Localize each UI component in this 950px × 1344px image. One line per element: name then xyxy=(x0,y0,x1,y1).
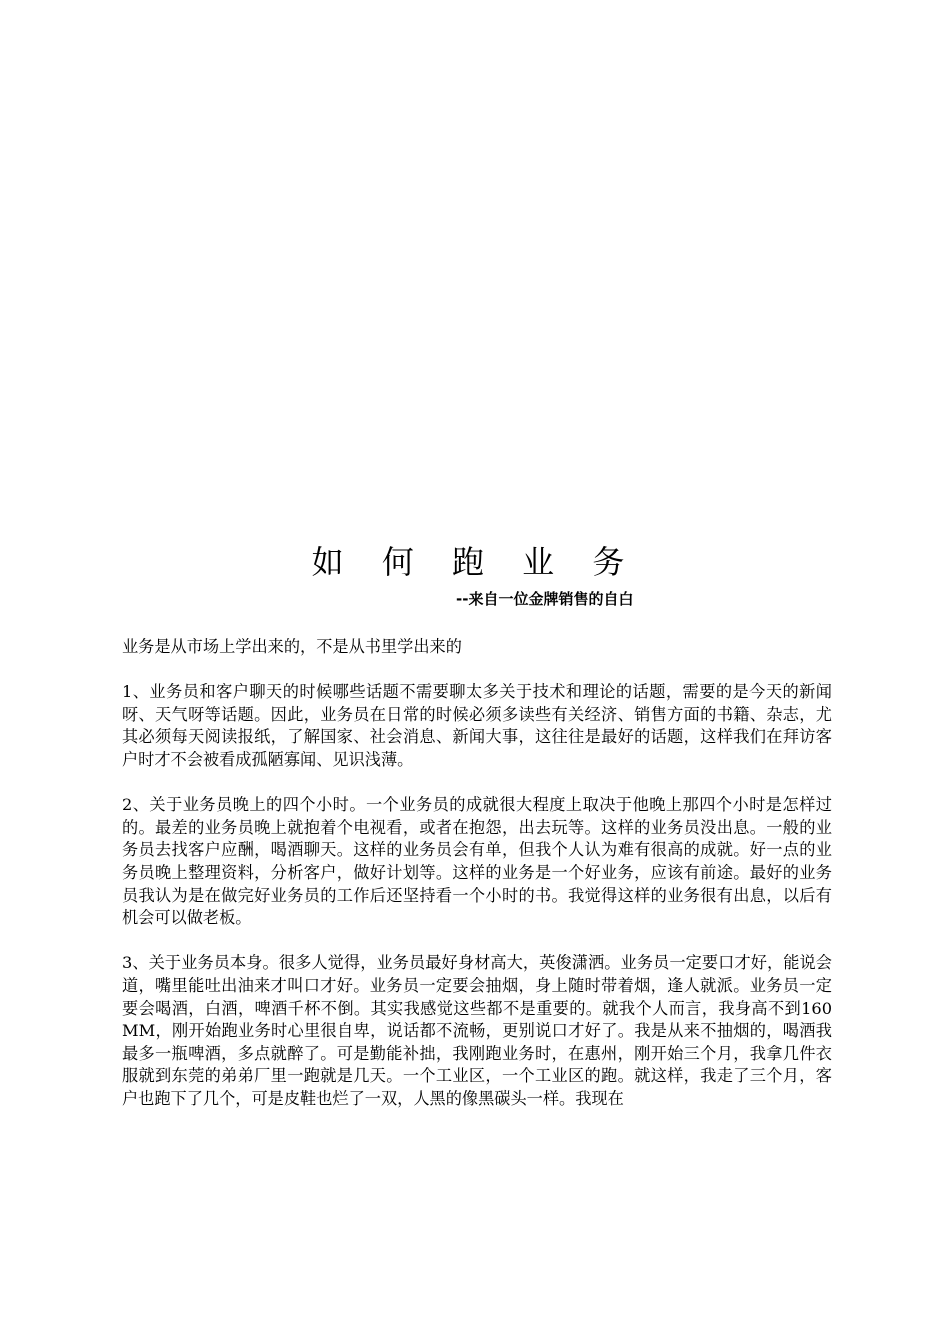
paragraph-3: 3、关于业务员本身。很多人觉得，业务员最好身材高大，英俊潇洒。业务员一定要口才好，能说会道，嘴里能吐出油来才叫口才好。业务员一定要会抽烟，身上随时带着烟，逢人就派。业务员一定要会喝酒，白酒，啤酒千杯不倒。其实我感觉这些都不是重要的。就我个人而言，我身高不到160MM，刚开始跑业务时心里很自卑，说话都不流畅，更别说口才好了。我是从来不抽烟的，喝酒我最多一瓶啤酒，多点就醉了。可是勤能补拙，我刚跑业务时，在惠州，刚开始三个月，我拿几件衣服就到东莞的弟弟厂里一跑就是几天。一个工业区，一个工业区的跑。就这样，我走了三个月，客户也跑下了几个，可是皮鞋也烂了一双，人黑的像黑碳头一样。我现在 xyxy=(122,953,832,1108)
paragraph-2: 2、关于业务员晚上的四个小时。一个业务员的成就很大程度上取决于他晚上那四个小时是怎样过的。最差的业务员晚上就抱着个电视看，或者在抱怨，出去玩等。这样的业务员没出息。一般的业务员去找客户应酬，喝酒聊天。这样的业务员会有单，但我个人认为难有很高的成就。好一点的业务员晚上整理资料，分析客户，做好计划等。这样的业务是一个好业务，应该有前途。最好的业务员我认为是在做完好业务员的工作后还坚持看一个小时的书。我觉得这样的业务很有出息，以后有机会可以做老板。 xyxy=(122,795,832,928)
document-body xyxy=(122,636,832,1133)
document-subtitle: --来自一位金牌销售的自白 xyxy=(456,590,634,608)
paragraph-1: 1、业务员和客户聊天的时候哪些话题不需要聊太多关于技术和理论的话题，需要的是今天的新闻呀、天气呀等话题。因此，业务员在日常的时候必须多读些有关经济、销售方面的书籍、杂志，尤其必须每天阅读报纸，了解国家、社会消息、新闻大事，这往往是最好的话题，这样我们在拜访客户时才不会被看成孤陋寡闻、见识浅薄。 xyxy=(122,682,832,769)
document-title: 如 何 跑 业 务 xyxy=(311,543,639,581)
paragraph-intro: 业务是从市场上学出来的，不是从书里学出来的 xyxy=(122,637,462,656)
